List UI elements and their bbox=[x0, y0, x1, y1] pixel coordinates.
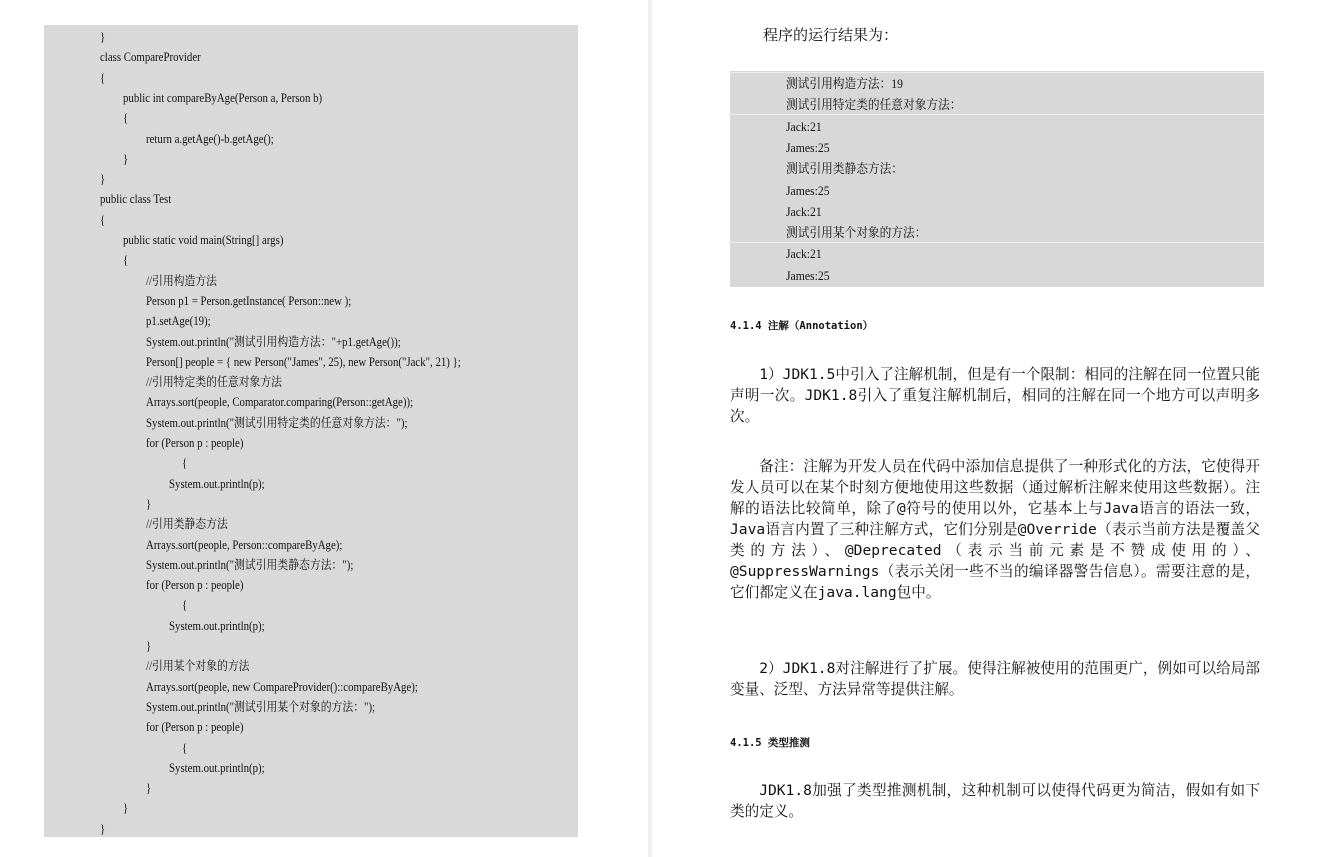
code-line: { bbox=[182, 456, 188, 471]
code-line: System.out.println(p); bbox=[169, 760, 265, 775]
heading-annotation: 4.1.4 注解（Annotation） bbox=[730, 320, 874, 332]
code-line: for (Person p : people) bbox=[146, 720, 244, 735]
code-line: System.out.println("测试引用构造方法："+p1.getAge()); bbox=[146, 334, 401, 349]
code-line: System.out.println(p); bbox=[169, 476, 265, 491]
output-line: 测试引用特定类的任意对象方法： bbox=[786, 97, 962, 113]
output-line: James:25 bbox=[786, 182, 830, 198]
code-line: for (Person p : people) bbox=[146, 578, 244, 593]
paragraph-repeat-annotations: 1）JDK1.5中引入了注解机制，但是有一个限制：相同的注解在同一位置只能声明一次。JDK1.8引入了重复注解机制后，相同的注解在同一个地方可以声明多次。 bbox=[730, 366, 1260, 425]
code-line: //引用特定类的任意对象方法 bbox=[146, 375, 282, 390]
code-line: System.out.println("测试引用特定类的任意对象方法："); bbox=[146, 415, 408, 430]
code-line: System.out.println(p); bbox=[169, 618, 265, 633]
output-line: Jack:21 bbox=[786, 118, 822, 134]
code-line: System.out.println("测试引用类静态方法："); bbox=[146, 557, 354, 572]
code-line: p1.setAge(19); bbox=[146, 314, 211, 329]
output-line: Jack:21 bbox=[786, 203, 822, 219]
code-line: //引用构造方法 bbox=[146, 273, 218, 288]
code-line: //引用某个对象的方法 bbox=[146, 659, 250, 674]
heading-type-inference: 4.1.5 类型推测 bbox=[730, 737, 810, 749]
code-line: Person p1 = Person.getInstance( Person::new ); bbox=[146, 293, 352, 308]
code-line: for (Person p : people) bbox=[146, 436, 244, 450]
code-line: { bbox=[100, 212, 106, 227]
code-line: return a.getAge()-b.getAge(); bbox=[146, 131, 274, 146]
code-listing bbox=[44, 25, 578, 837]
output-line: 测试引用某个对象的方法： bbox=[786, 225, 927, 241]
code-line: Person[] people = { new Person("James", 25), new Person("Jack", 21) }; bbox=[146, 354, 461, 369]
output-line: James:25 bbox=[786, 139, 830, 155]
code-line: } bbox=[146, 496, 152, 511]
code-line: } bbox=[100, 30, 106, 44]
code-line: System.out.println("测试引用某个对象的方法："); bbox=[146, 699, 376, 714]
code-line: Arrays.sort(people, Comparator.comparing(Person::getAge)); bbox=[146, 395, 414, 410]
code-line: { bbox=[123, 111, 129, 126]
code-line: public class Test bbox=[100, 192, 172, 207]
code-line: } bbox=[123, 801, 129, 816]
output-line: 测试引用构造方法：19 bbox=[786, 76, 904, 91]
code-line: class CompareProvider bbox=[100, 50, 201, 65]
code-line: } bbox=[146, 639, 152, 653]
output-line: 测试引用类静态方法： bbox=[786, 161, 904, 177]
paragraph-type-inference: JDK1.8加强了类型推测机制，这种机制可以使得代码更为简洁，假如有如下类的定义。 bbox=[730, 782, 1260, 820]
code-line: Arrays.sort(people, new CompareProvider()::compareByAge); bbox=[146, 679, 418, 694]
code-line: } bbox=[146, 781, 152, 796]
code-line: { bbox=[182, 598, 188, 613]
code-line: } bbox=[100, 172, 106, 187]
output-line: James:25 bbox=[786, 267, 830, 283]
paragraph-annotation-note: 备注：注解为开发人员在代码中添加信息提供了一种形式化的方法，它使得开发人员可以在某个时刻方便地使用这些数据（通过解析注解来使用这些数据）。注解的语法比较简单，除了@符号的使用以外，它基本上与Java语言的语法一致，Java语言内置了三种注解方式，它们分别是@Override（表示当前方法是覆盖父类的方法）、@Deprecated（表示当前元素是不赞成使用的）、@SuppressWarnings（表示关闭一些不当的编译器警告信息）。需要注意的是，它们都定义在java.lang包中。 bbox=[730, 458, 1260, 601]
paragraph-annotation-extension: 2）JDK1.8对注解进行了扩展。使得注解被使用的范围更广，例如可以给局部变量、泛型、方法异常等提供注解。 bbox=[730, 660, 1260, 698]
code-line: { bbox=[182, 740, 188, 755]
code-line: //引用类静态方法 bbox=[146, 517, 228, 532]
output-line: Jack:21 bbox=[786, 246, 822, 262]
output-intro: 程序的运行结果为： bbox=[763, 26, 899, 44]
code-line: { bbox=[123, 253, 129, 268]
code-line: } bbox=[123, 151, 129, 166]
code-line: } bbox=[100, 821, 106, 836]
code-line: public int compareByAge(Person a, Person b) bbox=[123, 90, 323, 105]
program-output bbox=[730, 71, 1264, 287]
code-line: { bbox=[100, 70, 106, 85]
code-line: Arrays.sort(people, Person::compareByAge); bbox=[146, 537, 343, 552]
code-line: public static void main(String[] args) bbox=[123, 233, 284, 247]
